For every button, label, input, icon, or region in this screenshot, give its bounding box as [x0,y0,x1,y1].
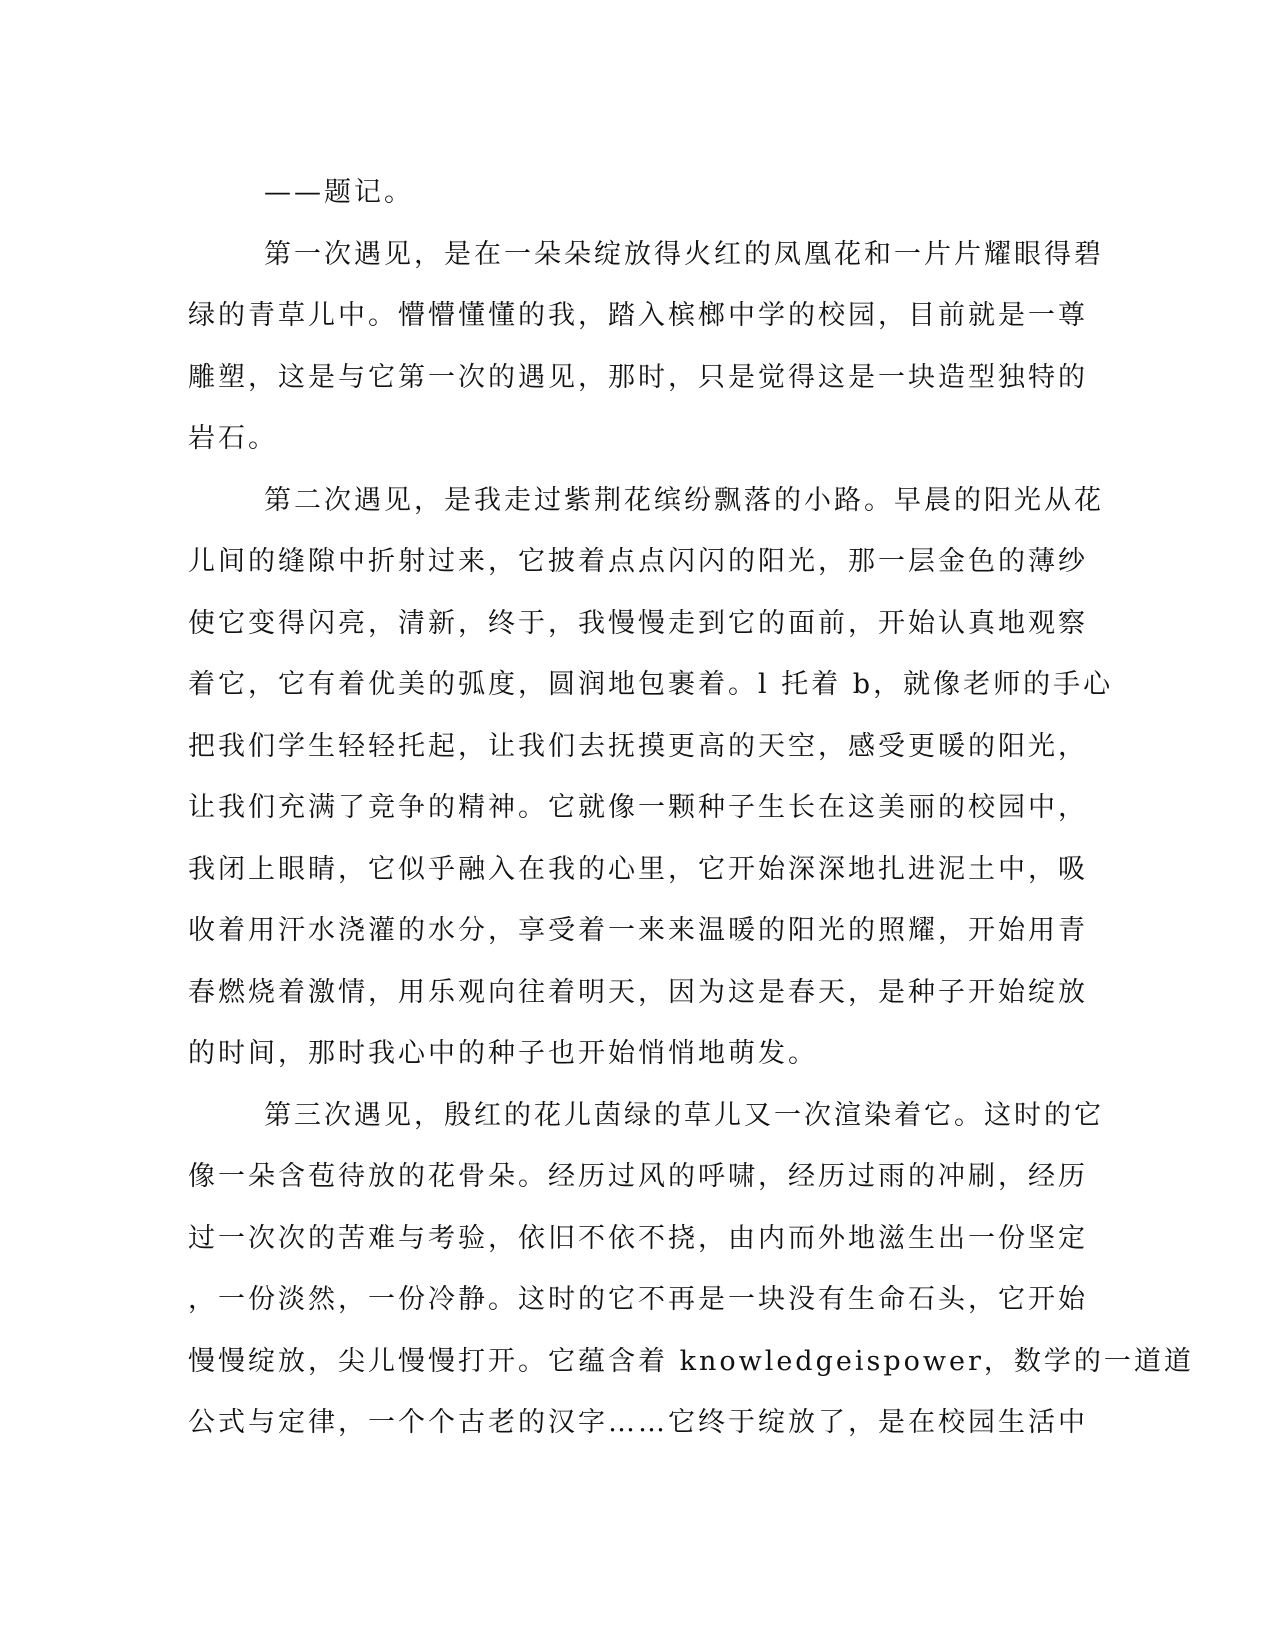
paragraph-line: 第一次遇见，是在一朵朵绽放得火红的凤凰花和一片片耀眼得碧 [264,238,1104,270]
paragraph-line: 岩石。 [188,423,278,454]
essay-body [188,162,1194,1454]
paragraph-line: 的时间，那时我心中的种子也开始悄悄地萌发。 [188,1038,818,1069]
epigraph-line: ——题记。 [264,177,414,208]
paragraph-line: 像一朵含苞待放的花骨朵。经历过风的呼啸，经历过雨的冲刷，经历 [188,1161,1088,1192]
paragraph-line: ，一份淡然，一份冷静。这时的它不再是一块没有生命石头，它开始 [188,1284,1088,1315]
paragraph-line: 雕塑，这是与它第一次的遇见，那时，只是觉得这是一块造型独特的 [188,361,1088,393]
paragraph-line: 让我们充满了竞争的精神。它就像一颗种子生长在这美丽的校园中， [188,792,1088,823]
paragraph-line: 绿的青草儿中。懵懵懂懂的我，踏入槟榔中学的校园，目前就是一尊 [188,300,1088,331]
paragraph-line: 慢慢绽放，尖儿慢慢打开。它蕴含着 knowledgeispower，数学的一道道 [188,1345,1194,1377]
paragraph-line: 过一次次的苦难与考验，依旧不依不挠，由内而外地滋生出一份坚定 [188,1222,1088,1254]
paragraph-line: 使它变得闪亮，清新，终于，我慢慢走到它的面前，开始认真地观察 [188,607,1088,639]
paragraph-line: 收着用汗水浇灌的水分，享受着一来来温暖的阳光的照耀，开始用青 [188,915,1088,946]
paragraph-line: 春燃烧着激情，用乐观向往着明天，因为这是春天，是种子开始绽放 [188,976,1088,1008]
paragraph-line: 我闭上眼睛，它似乎融入在我的心里，它开始深深地扎进泥土中，吸 [188,853,1088,885]
paragraph-line: 第三次遇见，殷红的花儿茵绿的草儿又一次渲染着它。这时的它 [264,1099,1104,1131]
paragraph-line: 第二次遇见，是我走过紫荆花缤纷飘落的小路。早晨的阳光从花 [264,484,1104,516]
paragraph-line: 着它，它有着优美的弧度，圆润地包裹着。l 托着 b，就像老师的手心 [188,669,1114,700]
paragraph-line: 公式与定律，一个个古老的汉字……它终于绽放了，是在校园生活中 [188,1407,1088,1438]
paragraph-line: 儿间的缝隙中折射过来，它披着点点闪闪的阳光，那一层金色的薄纱 [188,546,1088,577]
paragraph-line: 把我们学生轻轻托起，让我们去抚摸更高的天空，感受更暖的阳光， [188,730,1088,762]
